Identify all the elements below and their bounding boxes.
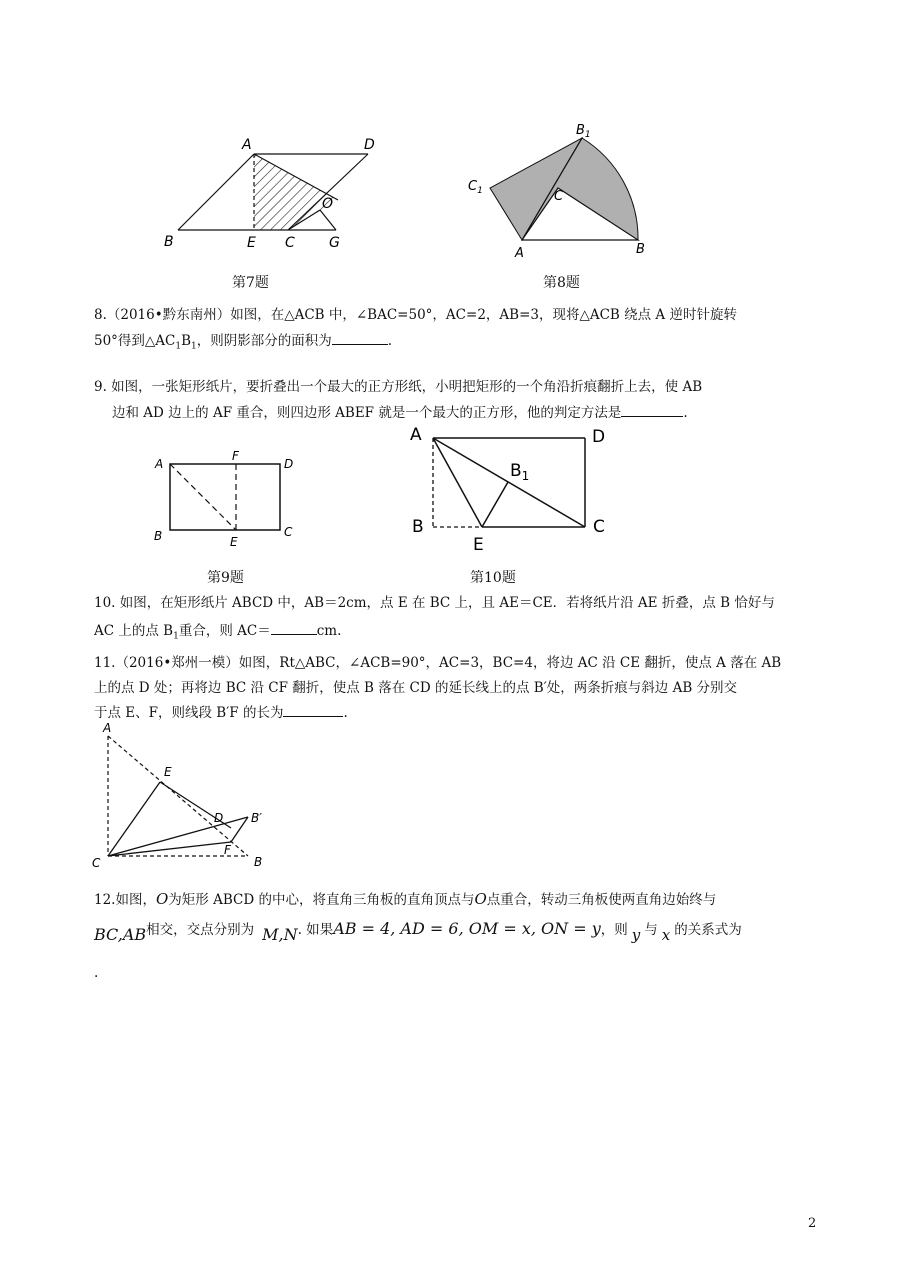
- fig10-label-B1: $B_1$: [510, 461, 530, 483]
- problem-10-line2: AC 上的点 $B_1$重合，则 AC＝ cm.: [94, 620, 341, 648]
- fig7-caption: 第7题: [232, 275, 269, 291]
- fig10-label-E: E: [473, 535, 484, 555]
- fig11-label-Bp: B′: [251, 811, 262, 825]
- fig7-label-C: C: [285, 235, 295, 251]
- answer-blank-8: [332, 330, 388, 345]
- problem-10-line1: 10. 如图，在矩形纸片 ABCD 中，AB＝2cm，点 E 在 BC 上，且 AE＝CE．若将纸片沿 AE 折叠，点 B 恰好与: [94, 595, 775, 611]
- fig7-label-D: D: [364, 137, 375, 153]
- fig9-label-A: A: [155, 457, 164, 471]
- fig10-label-A: A: [410, 425, 422, 445]
- fig10-caption: 第10题: [470, 570, 516, 586]
- fig7-label-G: G: [329, 235, 340, 251]
- fig7-label-E: E: [247, 235, 256, 251]
- fig9-label-C: C: [284, 525, 293, 539]
- hatched-region: [254, 154, 338, 230]
- fig10-label-C: C: [593, 517, 605, 537]
- fig7-label-O: O: [322, 196, 334, 212]
- fig8-label-C: C: [554, 189, 564, 204]
- fig11-label-F: F: [224, 843, 231, 857]
- problem-12-line2: BC,AB相交，交点分别为 M,N. 如果AB = 4, AD = 6, OM = x, ON = y，则 y 与 x 的关系式为: [94, 919, 742, 944]
- fig11-label-C: C: [92, 856, 101, 870]
- fig10-label-D: D: [592, 427, 606, 447]
- answer-blank-10: [271, 620, 317, 635]
- fig10-label-B: B: [412, 517, 424, 537]
- fig7-label-A: A: [242, 137, 252, 153]
- fig9-label-E: E: [230, 535, 238, 549]
- figure-10: [404, 420, 624, 556]
- figure-9: [150, 446, 300, 550]
- problem-11-line2: 上的点 D 处；再将边 BC 沿 CF 翻折，使点 B 落在 CD 的延长线上的点 B′处，两条折痕与斜边 AB 分别交: [94, 680, 738, 696]
- fig8-label-C1: $C_1$: [468, 179, 483, 196]
- fig8-label-B: B: [636, 242, 645, 257]
- problem-9-line1: 9. 如图，一张矩形纸片，要折叠出一个最大的正方形纸，小明把矩形的一个角沿折痕翻折上去，使 AB: [94, 379, 703, 395]
- fig9-label-D: D: [284, 457, 294, 471]
- answer-blank-11: [283, 702, 343, 717]
- answer-blank-9: [621, 402, 683, 417]
- fig11-label-B: B: [254, 855, 263, 869]
- fig8-label-B1: $B_1$: [576, 123, 591, 140]
- fig8-label-A: A: [515, 246, 524, 260]
- problem-12-line1: 12.如图，O为矩形 ABCD 的中心，将直角三角板的直角顶点与O点重合，转动三角板使两直角边始终与: [94, 890, 717, 908]
- fig11-label-A: A: [103, 721, 112, 735]
- problem-11-line3: 于点 E、F，则线段 B′F 的长为 .: [94, 702, 348, 724]
- problem-12-line3: .: [94, 965, 99, 981]
- fig7-label-B: B: [164, 234, 174, 250]
- figure-8: [462, 120, 662, 260]
- problem-8-line2: 50°得到$\triangle AC_1B_1$，则阴影部分的面积为 .: [94, 330, 392, 358]
- page-number: 2: [808, 1216, 817, 1231]
- figure-11: [86, 718, 286, 874]
- fig9-label-F: F: [232, 449, 239, 463]
- fig9-label-B: B: [154, 529, 163, 543]
- problem-8-line1: 8.（2016•黔东南州）如图，在△ACB 中，∠BAC=50°，AC=2，AB=3，现将△ACB 绕点 A 逆时针旋转: [94, 307, 737, 323]
- problem-11-line1: 11.（2016•郑州一模）如图，Rt△ABC，∠ACB=90°，AC=3，BC=4，将边 AC 沿 CE 翻折，使点 A 落在 AB: [94, 655, 782, 671]
- fig11-label-D: D: [214, 811, 224, 825]
- problem-9-line2: 边和 AD 边上的 AF 重合，则四边形 ABEF 就是一个最大的正方形，他的判定方法是 .: [112, 402, 688, 424]
- fig8-caption: 第8题: [543, 275, 580, 291]
- fig11-label-E: E: [164, 765, 172, 779]
- fig9-caption: 第9题: [207, 570, 244, 586]
- figure-7: [160, 132, 390, 252]
